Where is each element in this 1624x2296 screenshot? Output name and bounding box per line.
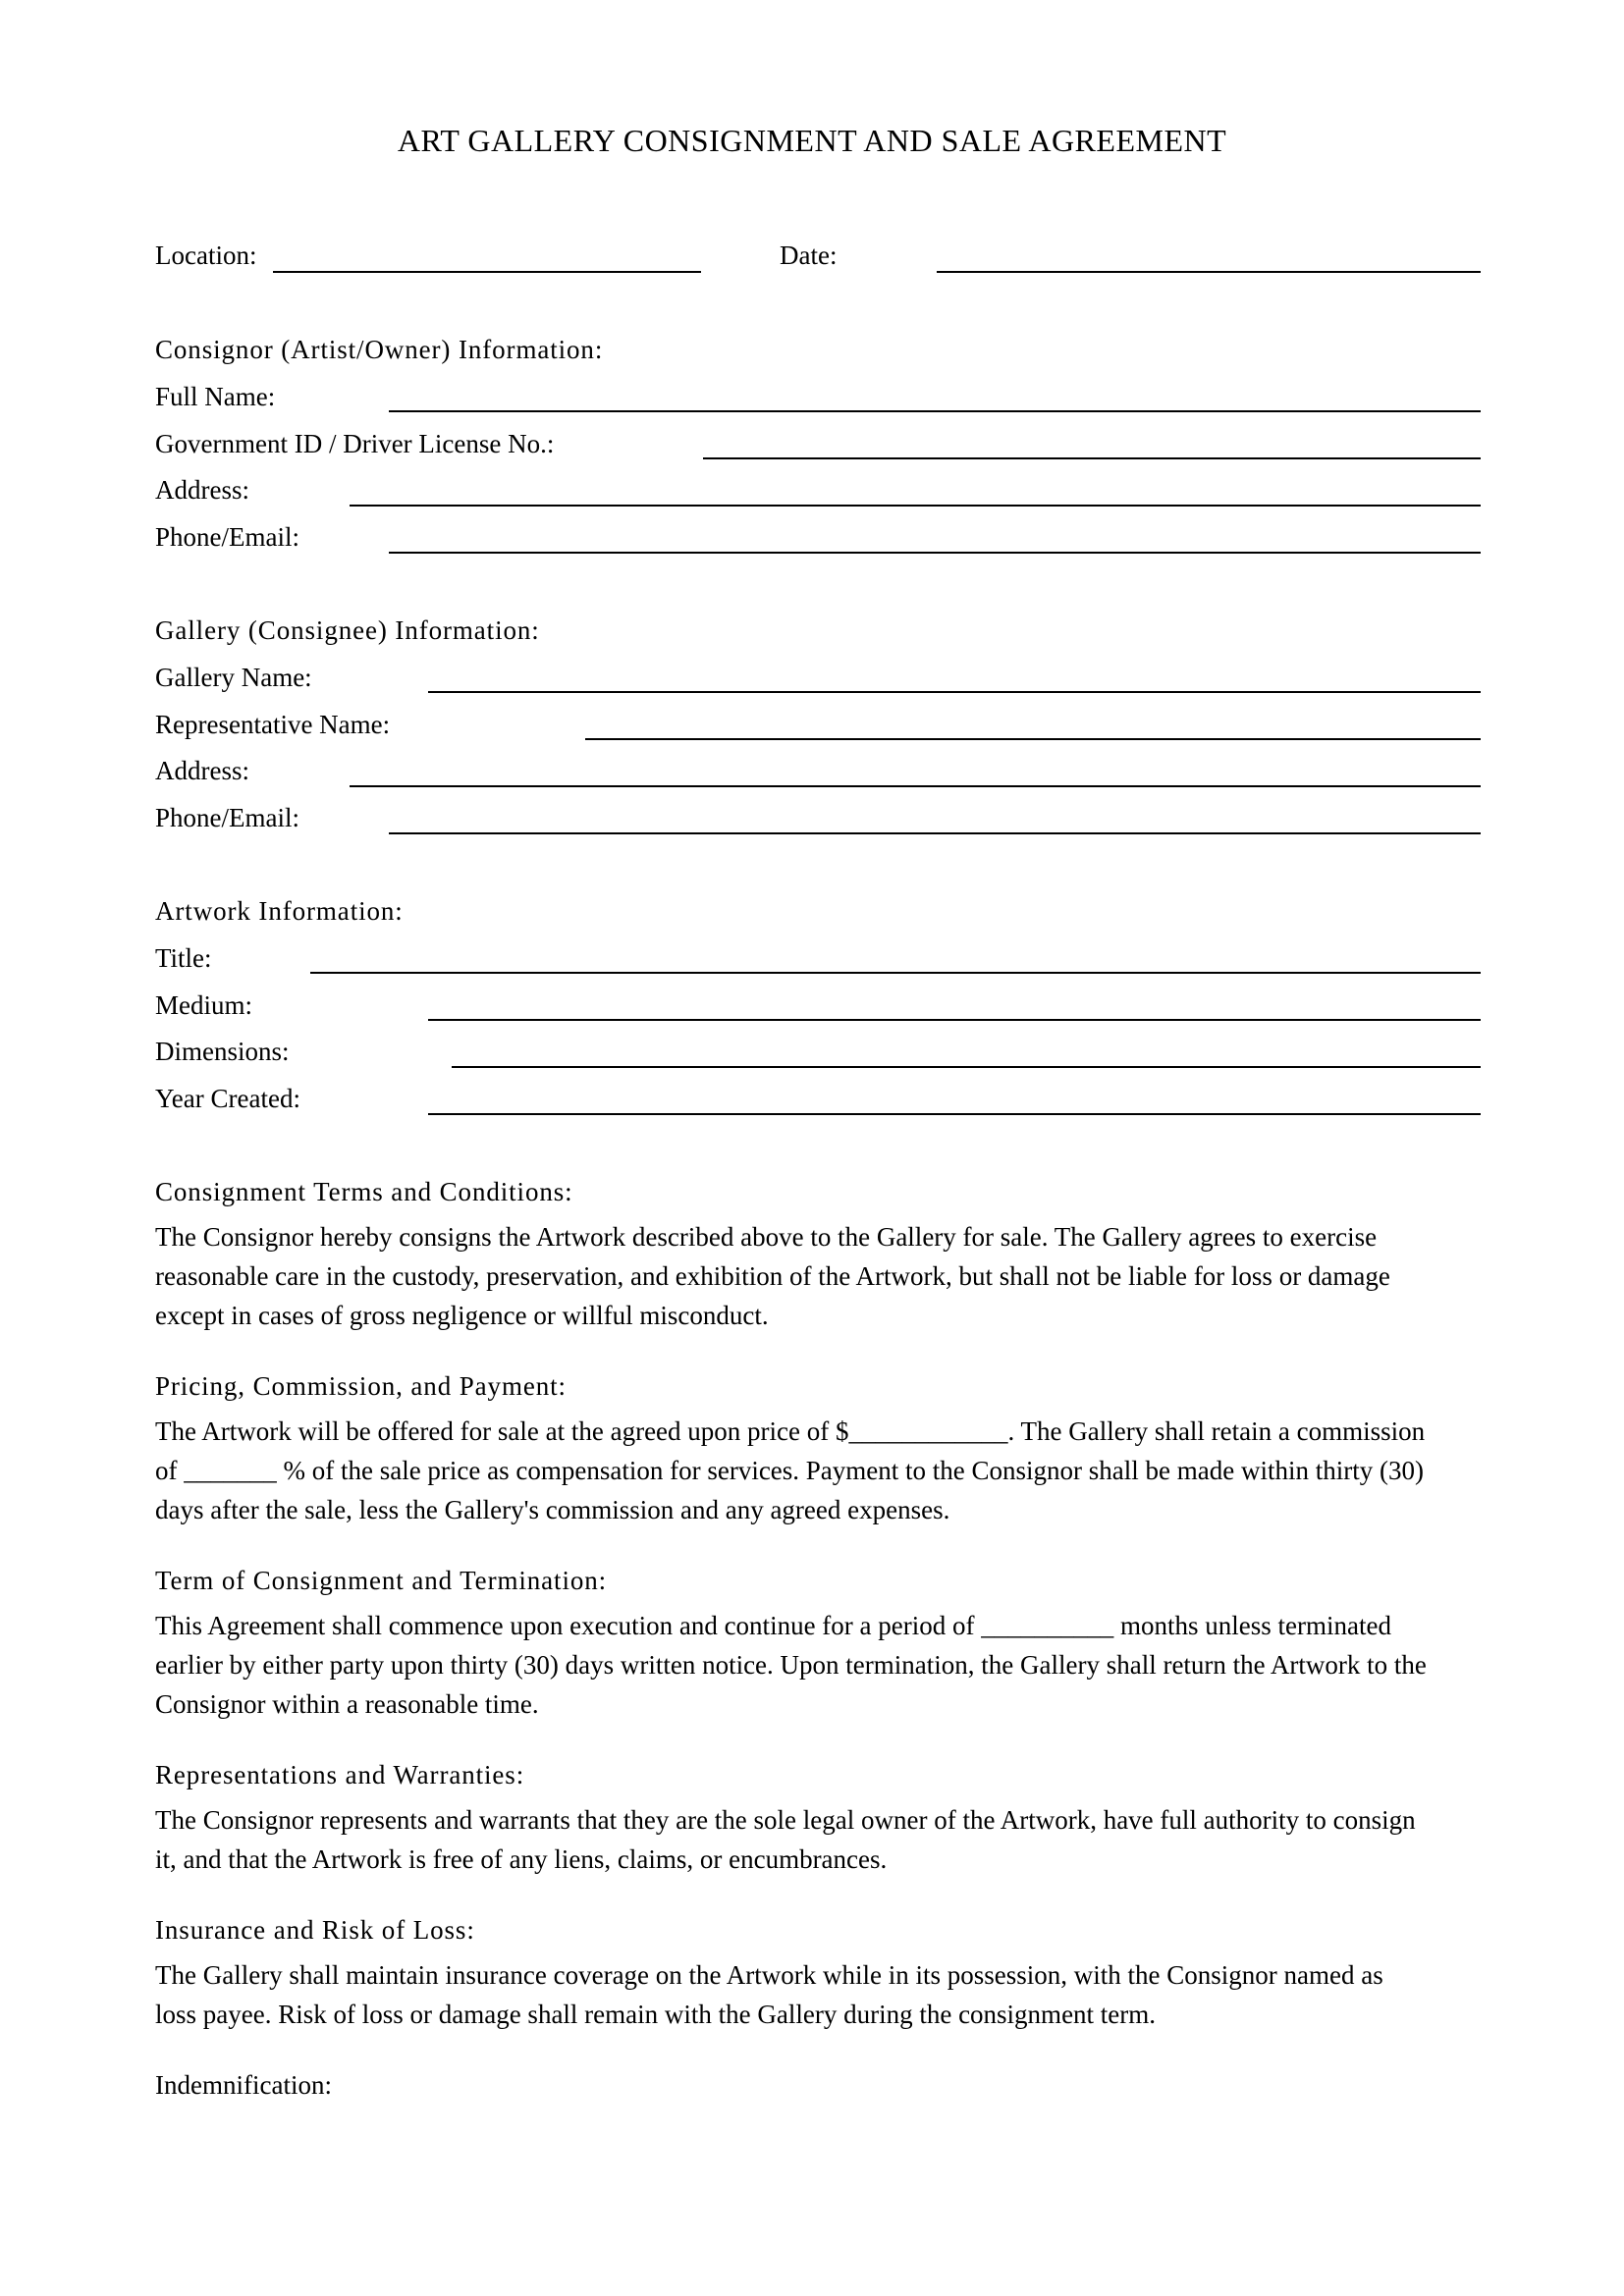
term-heading: Term of Consignment and Termination: bbox=[155, 1566, 608, 1595]
date-field[interactable] bbox=[937, 271, 1481, 273]
gallery-representative-field[interactable] bbox=[585, 738, 1481, 740]
document-title: ART GALLERY CONSIGNMENT AND SALE AGREEMENT bbox=[397, 123, 1227, 158]
artwork-medium-field[interactable] bbox=[428, 1019, 1481, 1021]
artwork-dimensions-field[interactable] bbox=[452, 1066, 1481, 1068]
representations-paragraph bbox=[155, 1800, 1490, 1879]
insurance-line: loss payee. Risk of loss or damage shall remain with the Gallery during the consignment term. bbox=[155, 2000, 1157, 2029]
consignor-gov-id-label: Government ID / Driver License No.: bbox=[155, 429, 555, 458]
representations-line: The Consignor represents and warrants that they are the sole legal owner of the Artwork, have full authority to consign bbox=[155, 1805, 1416, 1835]
artwork-year-label: Year Created: bbox=[155, 1084, 300, 1113]
consignor-phone-email-label: Phone/Email: bbox=[155, 522, 299, 552]
date-label: Date: bbox=[780, 240, 838, 270]
terms-heading: Consignment Terms and Conditions: bbox=[155, 1177, 573, 1206]
consignor-heading: Consignor (Artist/Owner) Information: bbox=[155, 335, 604, 364]
pricing-heading: Pricing, Commission, and Payment: bbox=[155, 1371, 567, 1401]
gallery-phone-email-label: Phone/Email: bbox=[155, 803, 299, 832]
representations-heading: Representations and Warranties: bbox=[155, 1760, 525, 1789]
term-line: earlier by either party upon thirty (30) days written notice. Upon termination, the Gallery shall return the Artwork to the bbox=[155, 1650, 1427, 1680]
gallery-address-label: Address: bbox=[155, 756, 249, 785]
artwork-title-label: Title: bbox=[155, 943, 212, 973]
consignor-phone-email-field[interactable] bbox=[389, 552, 1481, 554]
pricing-paragraph bbox=[155, 1412, 1490, 1529]
consignor-full-name-label: Full Name: bbox=[155, 382, 276, 411]
representations-line: it, and that the Artwork is free of any liens, claims, or encumbrances. bbox=[155, 1844, 888, 1874]
artwork-year-field[interactable] bbox=[428, 1113, 1481, 1115]
insurance-heading: Insurance and Risk of Loss: bbox=[155, 1915, 475, 1945]
artwork-heading: Artwork Information: bbox=[155, 896, 404, 926]
term-line: Consignor within a reasonable time. bbox=[155, 1689, 539, 1719]
terms-line: except in cases of gross negligence or willful misconduct. bbox=[155, 1301, 769, 1330]
artwork-medium-label: Medium: bbox=[155, 990, 252, 1020]
consignor-address-label: Address: bbox=[155, 475, 249, 505]
gallery-heading: Gallery (Consignee) Information: bbox=[155, 615, 540, 645]
terms-paragraph bbox=[155, 1217, 1490, 1335]
gallery-name-label: Gallery Name: bbox=[155, 663, 312, 692]
gallery-address-field[interactable] bbox=[350, 785, 1481, 787]
gallery-phone-email-field[interactable] bbox=[389, 832, 1481, 834]
term-paragraph bbox=[155, 1606, 1490, 1724]
gallery-name-field[interactable] bbox=[428, 691, 1481, 693]
term-line: This Agreement shall commence upon execution and continue for a period of __________ months unless terminated bbox=[155, 1611, 1391, 1640]
pricing-line: of _______ % of the sale price as compensation for services. Payment to the Consignor shall be made within thirty (30) bbox=[155, 1456, 1424, 1485]
consignor-address-field[interactable] bbox=[350, 505, 1481, 507]
location-field[interactable] bbox=[273, 271, 701, 273]
insurance-line: The Gallery shall maintain insurance coverage on the Artwork while in its possession, with the Consignor named as bbox=[155, 1960, 1383, 1990]
terms-line: The Consignor hereby consigns the Artwork described above to the Gallery for sale. The Gallery agrees to exercise bbox=[155, 1222, 1378, 1252]
pricing-line: days after the sale, less the Gallery's commission and any agreed expenses. bbox=[155, 1495, 950, 1524]
consignor-full-name-field[interactable] bbox=[389, 410, 1481, 412]
consignor-gov-id-field[interactable] bbox=[703, 457, 1481, 459]
artwork-title-field[interactable] bbox=[310, 972, 1481, 974]
indemnification-heading: Indemnification: bbox=[155, 2070, 332, 2100]
location-label: Location: bbox=[155, 240, 257, 270]
pricing-line: The Artwork will be offered for sale at the agreed upon price of $____________. The Gallery shall retain a commission bbox=[155, 1416, 1426, 1446]
gallery-representative-label: Representative Name: bbox=[155, 710, 391, 739]
artwork-dimensions-label: Dimensions: bbox=[155, 1037, 290, 1066]
insurance-paragraph bbox=[155, 1955, 1490, 2034]
terms-line: reasonable care in the custody, preservation, and exhibition of the Artwork, but shall not be liable for loss or damage bbox=[155, 1261, 1390, 1291]
